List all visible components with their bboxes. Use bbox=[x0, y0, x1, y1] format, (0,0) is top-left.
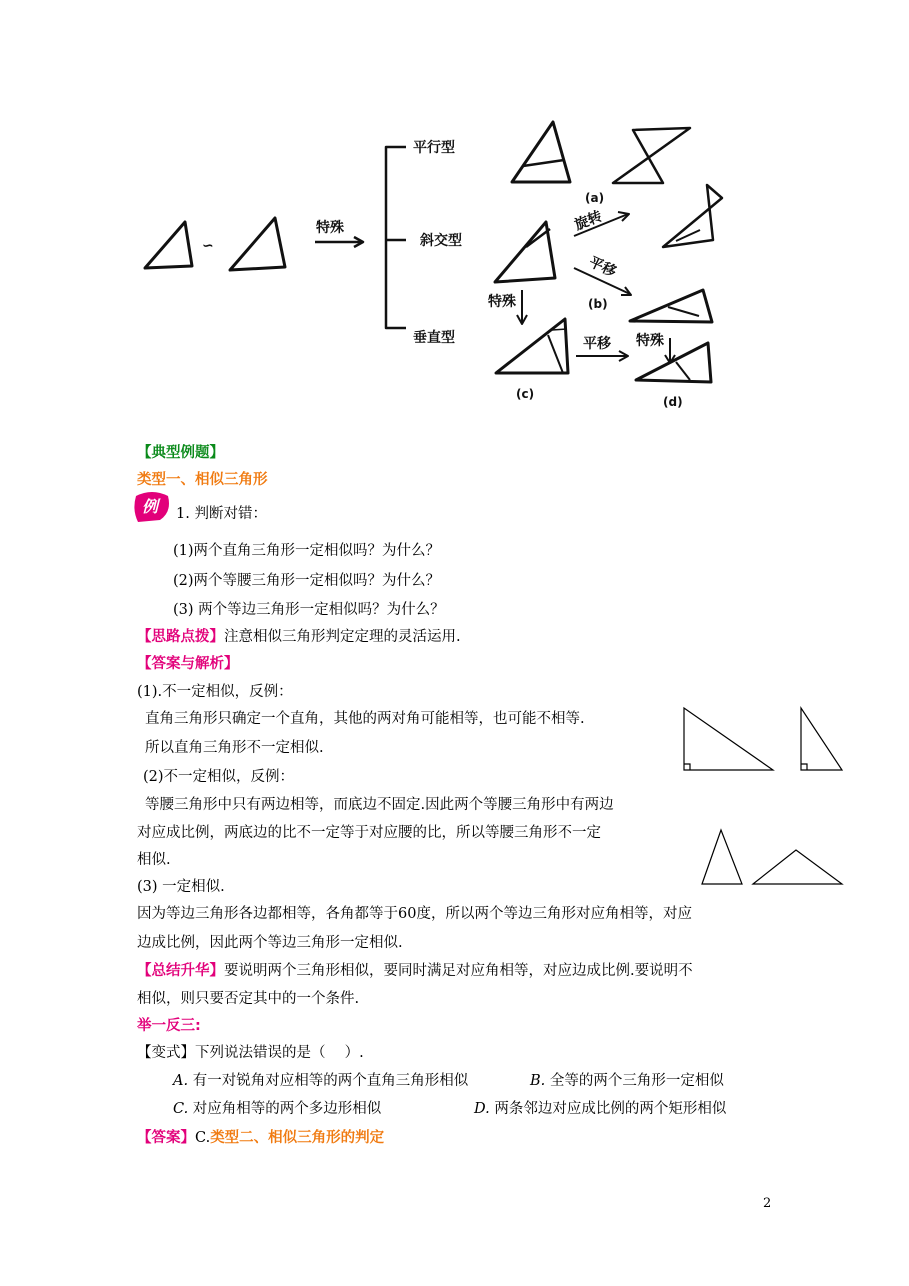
type2-title: 类型二、相似三角形的判定 bbox=[210, 1130, 385, 1146]
question-3: (3) 两个等边三角形一定相似吗？为什么？ bbox=[173, 602, 445, 618]
answer-line-value: C. bbox=[195, 1130, 211, 1146]
triangle-c bbox=[496, 319, 568, 373]
right-triangle-counterexamples bbox=[676, 702, 852, 782]
question-head: 1. 判断对错： bbox=[176, 506, 267, 522]
isosceles-triangle-2 bbox=[753, 850, 842, 884]
bracket bbox=[386, 147, 406, 328]
summary-text-1: 要说明两个三角形相似，要同时满足对应角相等，对应边成比例.要说明不 bbox=[224, 963, 693, 979]
answer-2-head: (2)不一定相似，反例： bbox=[143, 769, 295, 785]
answer-label: 【答案与解析】 bbox=[137, 656, 239, 672]
answer-3-head: (3) 一定相似. bbox=[137, 879, 225, 895]
answer-2-line-2: 对应成比例，两底边的比不一定等于对应腰的比，所以等腰三角形不一定 bbox=[137, 825, 601, 841]
label-b: (b) bbox=[588, 297, 608, 311]
right-triangle-2 bbox=[801, 708, 842, 770]
special-label: 特殊 bbox=[316, 220, 344, 236]
label-d: (d) bbox=[663, 395, 683, 409]
type-parallel: 平行型 bbox=[413, 140, 455, 156]
question-1: (1)两个直角三角形一定相似吗？为什么？ bbox=[173, 543, 441, 559]
example-badge-text: 例 bbox=[142, 497, 159, 516]
summary-line-2: 相似，则只要否定其中的一个条件. bbox=[137, 991, 360, 1007]
answer-2-line-1: 等腰三角形中只有两边相等，而底边不固定.因此两个等腰三角形中有两边 bbox=[145, 797, 614, 813]
isosceles-triangle-1 bbox=[702, 830, 742, 884]
page-number: 2 bbox=[763, 1196, 772, 1211]
answer-1-line-1: 直角三角形只确定一个直角，其他的两对角可能相等，也可能不相等. bbox=[145, 711, 585, 727]
option-d-letter: D. bbox=[474, 1101, 490, 1117]
triangle-left-2 bbox=[230, 218, 285, 270]
option-c bbox=[173, 1099, 381, 1119]
hint-line bbox=[137, 627, 461, 647]
question-2: (2)两个等腰三角形一定相似吗？为什么？ bbox=[173, 573, 441, 589]
answer-1-head: (1).不一定相似，反例： bbox=[137, 684, 293, 700]
answer-1-line-2: 所以直角三角形不一定相似. bbox=[145, 740, 324, 756]
type1-title: 类型一、相似三角形 bbox=[137, 472, 268, 488]
option-d-text: 两条邻边对应成比例的两个矩形相似 bbox=[494, 1101, 727, 1117]
summary-line-1 bbox=[137, 961, 693, 981]
example-badge bbox=[132, 490, 172, 524]
rotated-figure bbox=[663, 185, 722, 247]
triangle-b-translated bbox=[630, 290, 712, 322]
label-a: (a) bbox=[585, 191, 605, 205]
answer-3-line-1: 因为等边三角形各边都相等，各角都等于60度，所以两个等边三角形对应角相等，对应 bbox=[137, 906, 692, 922]
option-a-text: 有一对锐角对应相等的两个直角三角形相似 bbox=[192, 1073, 469, 1089]
right-triangle-1 bbox=[684, 708, 773, 770]
translate-label-1: 平移 bbox=[586, 254, 619, 281]
type-oblique: 斜交型 bbox=[420, 233, 462, 249]
translate-label-2: 平移 bbox=[583, 336, 611, 352]
option-d bbox=[474, 1099, 726, 1119]
variant-question: 【变式】下列说法错误的是（ ）. bbox=[137, 1045, 364, 1061]
option-c-letter: C. bbox=[173, 1101, 189, 1117]
summary-label: 【总结升华】 bbox=[137, 963, 224, 979]
similar-symbol: ∽ bbox=[202, 238, 214, 254]
option-b bbox=[530, 1071, 724, 1091]
answer-2-line-3: 相似. bbox=[137, 852, 171, 868]
type-perpendicular: 垂直型 bbox=[413, 330, 455, 346]
hint-label: 【思路点拨】 bbox=[137, 629, 224, 645]
option-b-text: 全等的两个三角形一定相似 bbox=[549, 1073, 724, 1089]
section-title: 【典型例题】 bbox=[137, 445, 224, 461]
hint-text: 注意相似三角形判定定理的灵活运用. bbox=[224, 629, 461, 645]
hourglass-a bbox=[613, 128, 690, 183]
similar-triangles-diagram bbox=[130, 110, 770, 410]
special-label-3: 特殊 bbox=[636, 333, 664, 349]
triangle-left-1 bbox=[145, 222, 192, 268]
option-a-letter: A. bbox=[173, 1073, 189, 1089]
option-b-letter: B. bbox=[530, 1073, 546, 1089]
label-c: (c) bbox=[516, 387, 535, 401]
practice-title: 举一反三: bbox=[137, 1018, 201, 1034]
answer-3-line-2: 边成比例，因此两个等边三角形一定相似. bbox=[137, 935, 403, 951]
answer-line-label: 【答案】 bbox=[137, 1130, 195, 1146]
rotate-label: 旋转 bbox=[572, 208, 605, 234]
answer-line bbox=[137, 1128, 384, 1148]
option-c-text: 对应角相等的两个多边形相似 bbox=[192, 1101, 382, 1117]
isosceles-counterexamples bbox=[696, 824, 852, 890]
special-label-2: 特殊 bbox=[488, 294, 516, 310]
option-a bbox=[173, 1071, 468, 1091]
triangle-a-parallel bbox=[512, 122, 570, 182]
